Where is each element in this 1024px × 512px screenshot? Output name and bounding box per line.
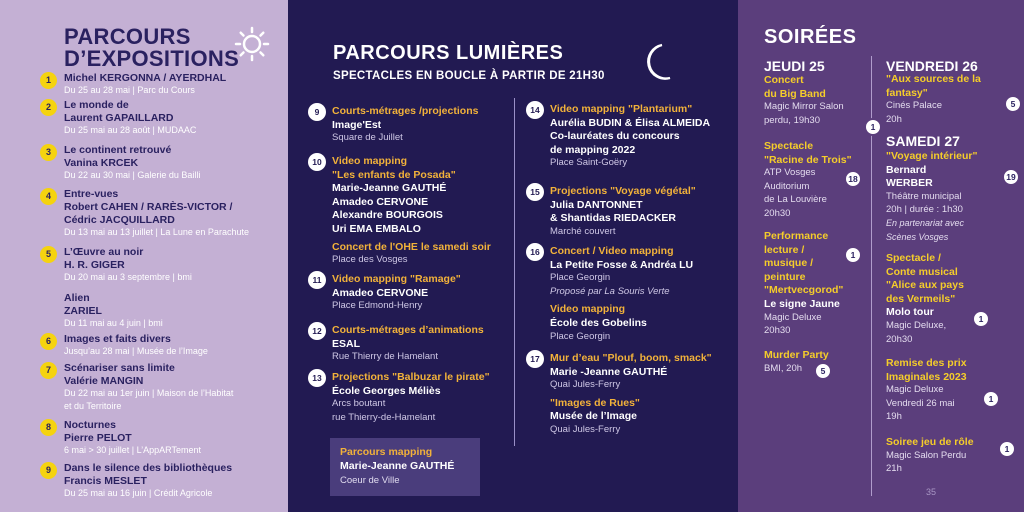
mapping-trail-box [330, 438, 480, 496]
event-place: Marché couvert [550, 225, 616, 237]
event-artist: Image'Est [332, 118, 382, 131]
event-info: 20h30 [886, 333, 913, 345]
venue-number-badge: 18 [844, 170, 862, 188]
event-title: du Big Band [764, 87, 826, 100]
event-info: Magic Deluxe [764, 311, 822, 323]
entry-number-badge: 2 [40, 99, 57, 116]
event-title: Performance [764, 230, 829, 242]
event-artist: Le signe Jaune [764, 298, 840, 310]
event-place: Quai Jules-Ferry [550, 424, 621, 435]
exhibition-name: Entre-vues [64, 188, 119, 200]
event-title: Spectacle / [886, 252, 941, 264]
entry-number-badge: 5 [40, 246, 57, 263]
exhibition-dates-venue: Du 13 mai au 13 juillet | La Lune en Parachute [64, 227, 249, 237]
event-title: Courts-métrages /projections [332, 105, 479, 117]
exhibition-name: Le continent retrouvé [64, 144, 172, 156]
event-artist: Uri EMA EMBALO [332, 223, 421, 235]
evenings-title: SOIRÉES [764, 26, 857, 48]
event-info: Théâtre municipal [886, 190, 962, 202]
entry-number-badge: 8 [40, 419, 57, 436]
exhibition-name: Le monde de [64, 99, 129, 111]
venue-number-badge: 1 [998, 440, 1016, 458]
entry-number-badge: 16 [526, 243, 544, 261]
event-title: "Images de Rues" [550, 396, 640, 409]
event-place: Place Georgin [550, 272, 611, 284]
event-artist: Molo tour [886, 306, 934, 319]
event-info: perdu, 19h30 [764, 114, 820, 126]
event-artist: & Shantidas RIEDACKER [550, 212, 677, 225]
exhibition-dates-venue: Du 11 mai au 4 juin | bmi [64, 318, 163, 328]
exhibition-name: Nocturnes [64, 419, 116, 431]
event-title: peinture [764, 270, 806, 283]
evenings-column [738, 0, 1024, 512]
event-title: Concert [764, 74, 804, 86]
event-info: En partenariat avec [886, 218, 965, 228]
event-artist: Co-lauréates du concours [550, 130, 680, 143]
exhibition-dates-venue: Du 22 mai au 1er juin | Maison de l’Habitat [64, 388, 234, 398]
event-info: Magic Salon Perdu [886, 449, 967, 461]
exhibition-name: Laurent GAPAILLARD [64, 112, 174, 124]
column-divider [514, 98, 515, 446]
event-place: rue Thierry-de-Hamelant [332, 411, 436, 423]
light-trail-column [288, 0, 738, 512]
exhibition-name: Vanina KRCEK [64, 157, 139, 169]
event-info: 20h30 [764, 325, 791, 337]
exhibition-name: Cédric JACQUILLARD [64, 214, 175, 226]
exhibition-name: H. R. GIGER [64, 259, 125, 271]
event-info: 21h [886, 463, 902, 475]
exhibition-name: Scénariser sans limite [64, 362, 175, 374]
event-artist: ESAL [332, 337, 361, 350]
event-place: Quai Jules-Ferry [550, 379, 621, 391]
moon-icon [640, 42, 674, 82]
event-artist: La Petite Fosse & Andréa LU [550, 258, 694, 271]
entry-number-badge: 1 [40, 72, 57, 89]
event-artist: Amadeo CERVONE [332, 195, 429, 208]
exhibition-dates-venue: Du 20 mai au 3 septembre | bmi [64, 272, 192, 282]
exhibition-dates-venue: 6 mai > 30 juillet | L’AppARTement [64, 445, 201, 455]
event-artist: WERBER [886, 177, 933, 190]
event-place: Arcs boutant [332, 398, 386, 410]
entry-number-badge: 17 [526, 350, 544, 368]
day-heading-thursday: JEUDI 25 [764, 58, 825, 74]
event-info: BMI, 20h [764, 362, 803, 374]
event-place: Place des Vosges [332, 254, 408, 266]
entry-number-badge: 3 [40, 144, 57, 161]
event-title: Imaginales 2023 [886, 370, 967, 383]
venue-number-badge: 1 [844, 246, 862, 264]
event-title: Murder Party [764, 349, 829, 361]
entry-number-badge: 11 [308, 271, 326, 289]
event-title: Mur d’eau "Plouf, boom, smack" [550, 352, 712, 364]
event-info: 19h [886, 411, 902, 423]
event-place: Place Edmond-Henry [332, 300, 423, 312]
light-trail-title: PARCOURS LUMIÈRES [333, 42, 564, 64]
exhibition-name: Alien [64, 292, 90, 304]
exhibitions-column [0, 0, 288, 512]
venue-number-badge: 19 [1002, 168, 1020, 186]
event-title: "Les enfants de Posada" [332, 168, 456, 181]
event-artist: Amadeo CERVONE [332, 286, 429, 299]
event-artist: École des Gobelins [550, 317, 647, 329]
event-title: Projections "Voyage végétal" [550, 185, 696, 197]
event-artist: Aurélia BUDIN & Élisa ALMEIDA [550, 116, 711, 129]
mapping-trail-place: Coeur de Ville [340, 475, 400, 486]
event-place: Rue Thierry de Hamelant [332, 351, 438, 363]
entry-number-badge: 13 [308, 369, 326, 387]
event-artist: de mapping 2022 [550, 143, 636, 156]
exhibition-name: Robert CAHEN / RARÈS-VICTOR / [64, 201, 233, 213]
entry-number-badge: 9 [308, 103, 326, 121]
event-title: "Voyage intérieur" [886, 150, 978, 162]
venue-number-badge: 1 [864, 118, 882, 136]
venue-number-badge: 1 [982, 390, 1000, 408]
event-artist: Marie -Jeanne GAUTHÉ [550, 365, 668, 378]
event-place: Square de Juillet [332, 132, 403, 144]
entry-number-badge: 9 [40, 462, 57, 479]
exhibition-dates-venue: Du 25 mai au 28 août | MUDAAC [64, 125, 197, 135]
event-artist: Bernard [886, 163, 927, 176]
event-title: "Alice aux pays [886, 279, 964, 292]
venue-number-badge: 5 [1004, 95, 1022, 113]
exhibitions-title: PARCOURS D’EXPOSITIONS [64, 24, 240, 71]
event-info: Cinés Palace [886, 100, 942, 112]
event-info: Vendredi 26 mai [886, 397, 955, 409]
event-title: Concert de l'OHE le samedi soir [332, 240, 491, 253]
event-title: Video mapping [332, 155, 408, 167]
event-place: Proposé par La Souris Verte [550, 285, 670, 297]
entry-number-badge: 15 [526, 183, 544, 201]
event-title: fantasy" [886, 86, 928, 99]
entry-number-badge: 6 [40, 333, 57, 350]
event-artist: École Georges Méliès [332, 384, 441, 397]
mapping-trail-artist: Marie-Jeanne GAUTHÉ [340, 460, 455, 472]
exhibition-dates-venue: et du Territoire [64, 401, 122, 411]
event-info: Scènes Vosges [886, 231, 949, 242]
entry-number-badge: 12 [308, 322, 326, 340]
venue-number-badge: 1 [972, 310, 990, 328]
event-artist: Alexandre BOURGOIS [332, 209, 443, 222]
day-heading-friday: VENDREDI 26 [886, 58, 978, 74]
exhibition-name: Dans le silence des bibliothèques [64, 462, 233, 474]
event-title: Video mapping "Plantarium" [550, 103, 693, 115]
event-title: "Racine de Trois" [764, 153, 852, 166]
event-info: Auditorium [764, 180, 810, 192]
event-title: "Mertvecgorod" [764, 284, 844, 297]
event-info: ATP Vosges [764, 167, 816, 179]
event-artist: Julia DANTONNET [550, 198, 643, 211]
exhibition-name: Francis MESLET [64, 475, 147, 487]
event-title: "Aux sources de la [886, 73, 981, 85]
event-title: Conte musical [886, 265, 958, 278]
event-info: de La Louvière [764, 194, 827, 206]
event-title: musique / [764, 257, 814, 270]
exhibition-dates-venue: Du 25 au 28 mai | Parc du Cours [64, 85, 195, 95]
event-title: Spectacle [764, 140, 814, 152]
event-title: des Vermeils" [886, 292, 956, 305]
exhibition-name: L’Œuvre au noir [64, 246, 144, 258]
event-place: Place Georgin [550, 330, 611, 342]
event-title: Video mapping "Ramage" [332, 273, 461, 285]
event-info: 20h | durée : 1h30 [886, 204, 963, 216]
exhibition-name: Michel KERGONNA / AYERDHAL [64, 72, 227, 84]
exhibition-name: Images et faits divers [64, 333, 171, 345]
event-title: lecture / [764, 243, 805, 256]
event-info: Magic Deluxe, [886, 320, 947, 331]
exhibition-name: ZARIEL [64, 305, 102, 317]
entry-number-badge: 4 [40, 188, 57, 205]
mapping-trail-title: Parcours mapping [340, 446, 433, 458]
event-artist: Musée de l’Image [550, 410, 637, 423]
event-info: 20h [886, 113, 902, 125]
exhibition-dates-venue: Jusqu’au 28 mai | Musée de l’Image [64, 346, 208, 356]
event-title: Courts-métrages d’animations [332, 324, 484, 336]
event-info: 20h30 [764, 208, 791, 219]
light-trail-subtitle: SPECTACLES EN BOUCLE À PARTIR DE 21H30 [333, 70, 605, 82]
event-title: Concert / Video mapping [550, 245, 674, 257]
event-title: Projections "Balbuzar le pirate" [332, 371, 490, 383]
day-heading-saturday: SAMEDI 27 [886, 133, 960, 149]
event-title: Video mapping [550, 303, 626, 316]
event-artist: Marie-Jeanne GAUTHÉ [332, 182, 447, 195]
event-place: Place Saint-Goëry [550, 157, 628, 169]
exhibition-dates-venue: Du 22 au 30 mai | Galerie du Bailli [64, 170, 201, 180]
entry-number-badge: 10 [308, 153, 326, 171]
page-number: 35 [926, 487, 937, 497]
exhibition-name: Pierre PELOT [64, 432, 132, 444]
event-info: Magic Deluxe [886, 384, 944, 396]
event-info: Magic Mirror Salon [764, 101, 844, 113]
sun-icon [234, 26, 270, 62]
exhibition-dates-venue: Du 25 mai au 16 juin | Crédit Agricole [64, 488, 213, 498]
exhibition-name: Valérie MANGIN [64, 375, 144, 387]
entry-number-badge: 7 [40, 362, 57, 379]
entry-number-badge: 14 [526, 101, 544, 119]
venue-number-badge: 5 [814, 362, 832, 380]
event-title: Soiree jeu de rôle [886, 436, 974, 448]
event-title: Remise des prix [886, 357, 967, 369]
